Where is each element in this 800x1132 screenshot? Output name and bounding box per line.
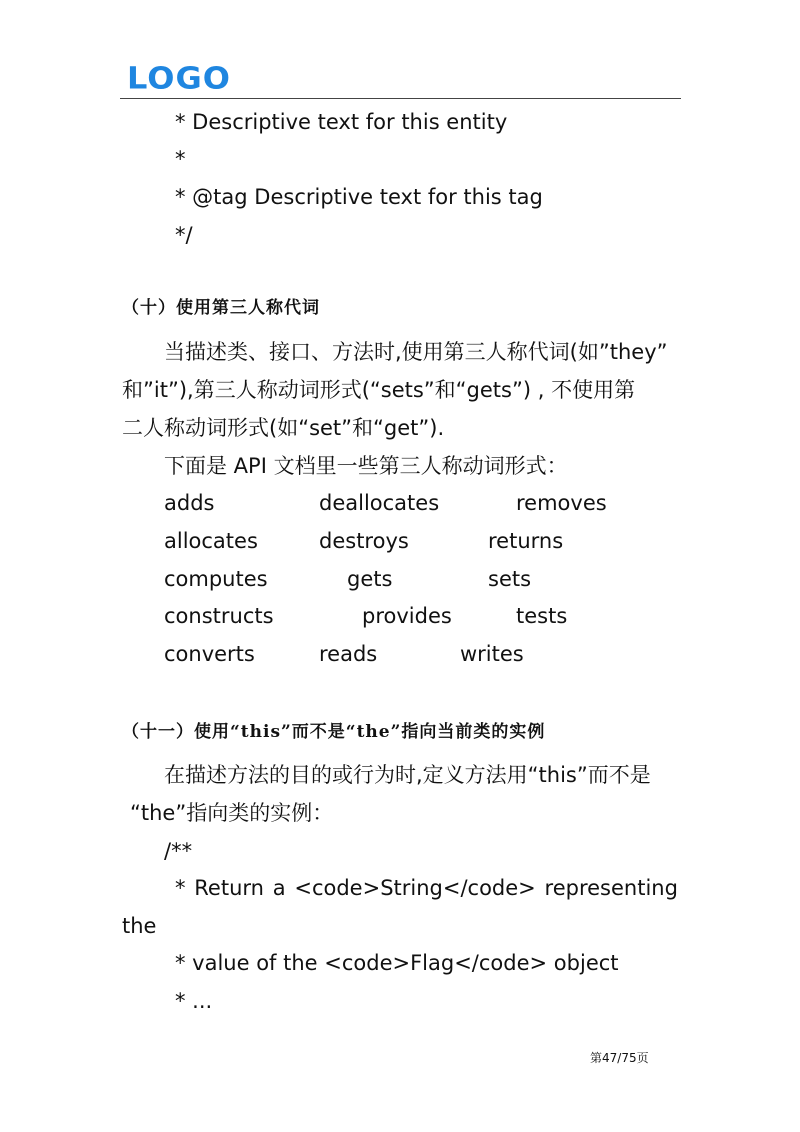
code-word: representing	[544, 876, 678, 900]
code-line: /**	[164, 839, 193, 863]
verb-item: computes	[164, 567, 268, 591]
code-line: *	[175, 147, 186, 171]
verb-item: removes	[516, 491, 607, 515]
code-line: * value of the <code>Flag</code> object	[175, 951, 619, 975]
verb-item: allocates	[164, 529, 258, 553]
section-heading: （十）使用第三人称代词	[122, 298, 320, 318]
paragraph-line: 当描述类、接口、方法时,使用第三人称代词(如”they”	[164, 340, 668, 364]
verb-item: gets	[347, 567, 393, 591]
code-word: *	[175, 876, 186, 900]
page-number: 第47/75页	[590, 1051, 649, 1065]
code-word: Return	[194, 876, 264, 900]
header-divider	[120, 98, 681, 99]
verb-item: destroys	[319, 529, 409, 553]
paragraph-line: 二人称动词形式(如“set”和“get”).	[122, 416, 445, 440]
paragraph-line: 在描述方法的目的或行为时,定义方法用“this”而不是	[164, 763, 651, 787]
verb-item: deallocates	[319, 491, 440, 515]
code-line: * Descriptive text for this entity	[175, 110, 508, 134]
verb-item: provides	[362, 604, 452, 628]
code-line-justified	[175, 878, 678, 899]
verb-item: returns	[488, 529, 564, 553]
verb-item: reads	[319, 642, 378, 666]
verb-item: sets	[488, 567, 532, 591]
verb-item: adds	[164, 491, 215, 515]
section-heading: （十一）使用“this”而不是“the”指向当前类的实例	[122, 722, 546, 742]
paragraph-line: “the”指向类的实例：	[130, 801, 334, 825]
paragraph-line: 下面是 API 文档里一些第三人称动词形式：	[164, 454, 568, 478]
code-word: <code>String</code>	[294, 876, 536, 900]
code-line: */	[175, 223, 193, 247]
paragraph-line: 和”it”),第三人称动词形式(“sets”和“gets”) , 不使用第	[122, 378, 636, 402]
verb-item: constructs	[164, 604, 274, 628]
logo: LOGO	[127, 59, 231, 97]
code-word: a	[272, 876, 286, 900]
verb-item: converts	[164, 642, 255, 666]
verb-item: writes	[460, 642, 524, 666]
code-line: * @tag Descriptive text for this tag	[175, 185, 543, 209]
code-line: * ...	[175, 989, 213, 1013]
code-line: the	[122, 914, 157, 938]
verb-item: tests	[516, 604, 568, 628]
